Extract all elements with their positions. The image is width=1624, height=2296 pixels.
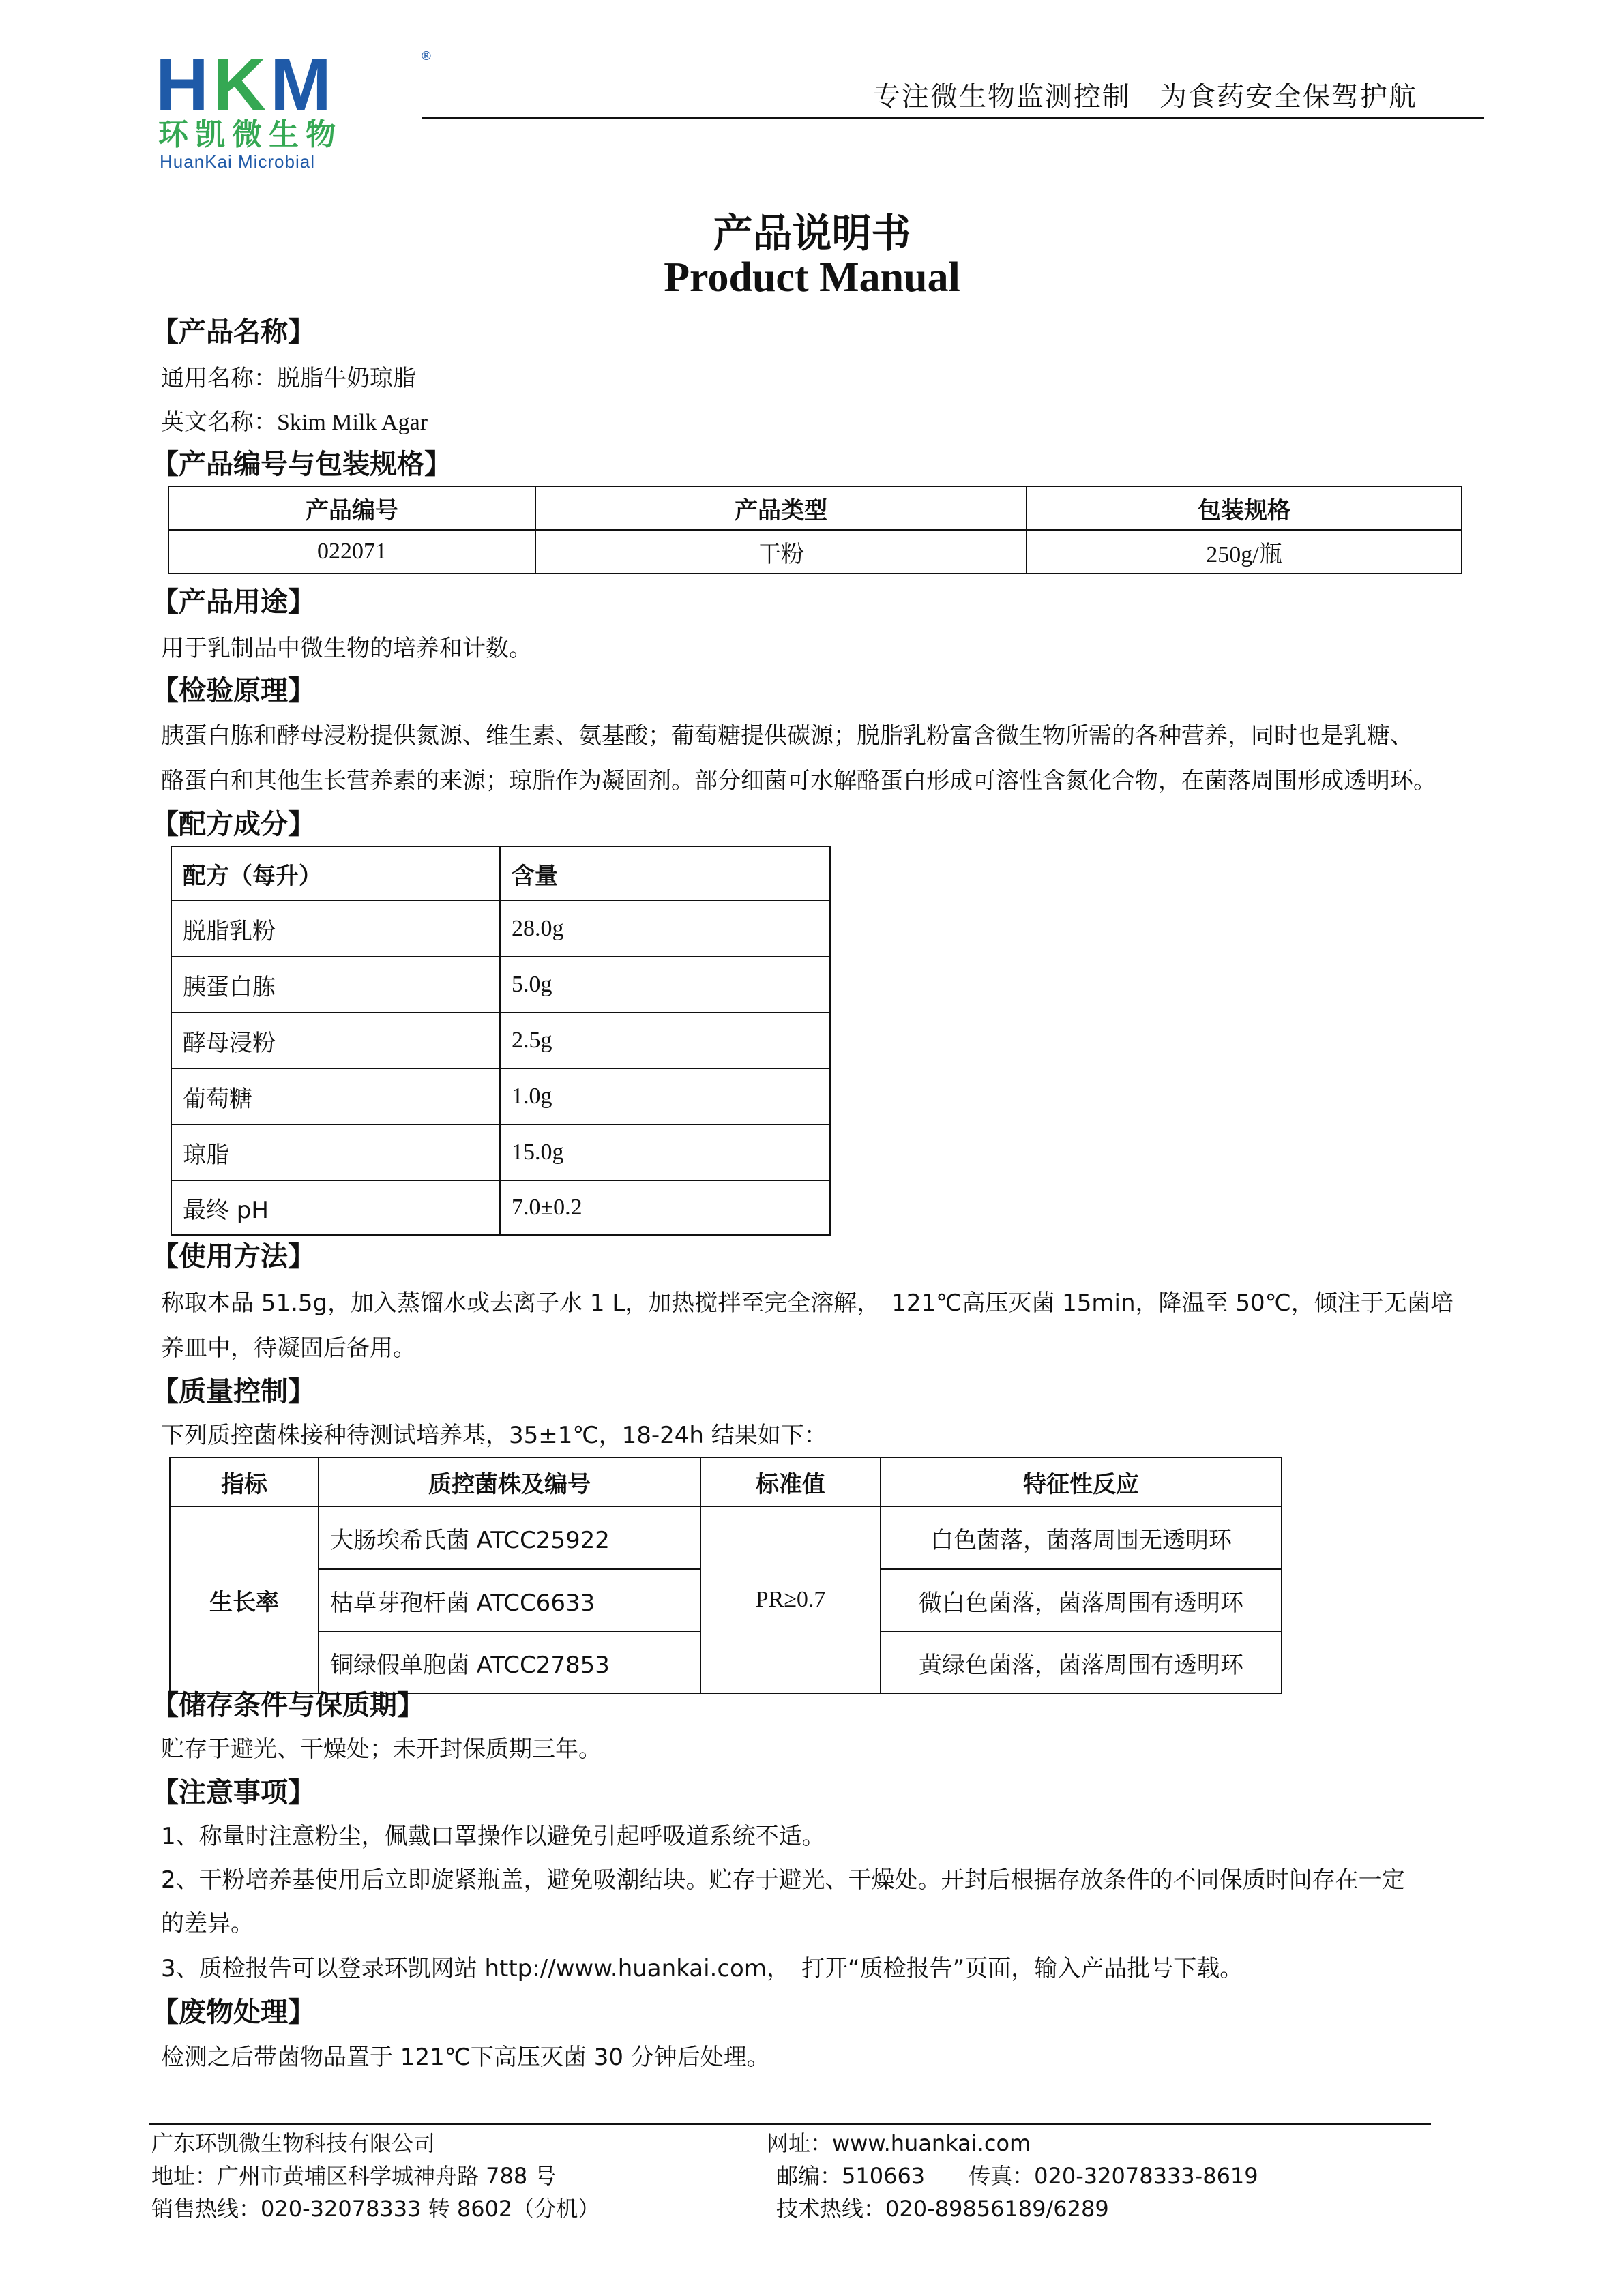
formula-amount: 7.0±0.2 [500, 1180, 830, 1235]
formula-ingredient: 酵母浸粉 [171, 1013, 500, 1069]
storage-text: 贮存于避光、干燥处；未开封保质期三年。 [161, 1735, 602, 1763]
footer-tech-hotline: 技术热线：020-89856189/6289 [776, 2196, 1109, 2222]
formula-amount: 15.0g [500, 1124, 830, 1180]
page-title-cn: 产品说明书 [713, 210, 911, 256]
spec-cell-type: 干粉 [535, 530, 1027, 573]
qc-reaction: 微白色菌落，菌落周围有透明环 [881, 1569, 1282, 1632]
logo-english-name: HuanKai Microbial [160, 151, 315, 172]
formula-row [171, 957, 830, 1013]
section-heading-storage: 【储存条件与保质期】 [151, 1690, 424, 1721]
footer-divider [149, 2123, 1431, 2125]
principle-line-2: 酪蛋白和其他生长营养素的来源；琼脂作为凝固剂。部分细菌可水解酪蛋白形成可溶性含氮化合物，在菌落周围形成透明环。 [161, 767, 1436, 794]
spec-header-package: 包装规格 [1027, 486, 1462, 530]
formula-header-amount: 含量 [500, 846, 830, 901]
common-name-value: 脱脂牛奶琼脂 [277, 365, 416, 392]
spec-header-type: 产品类型 [535, 486, 1027, 530]
section-heading-usage: 【产品用途】 [151, 586, 315, 618]
formula-amount: 5.0g [500, 957, 830, 1013]
qc-header-indicator: 指标 [170, 1457, 319, 1506]
footer-sales-hotline: 销售热线：020-32078333 转 8602（分机） [151, 2196, 600, 2222]
formula-row [171, 1124, 830, 1180]
page-title-en: Product Manual [664, 254, 960, 301]
note-2-line-2: 的差异。 [161, 1910, 254, 1937]
section-heading-method: 【使用方法】 [151, 1241, 315, 1272]
note-1: 1、称量时注意粉尘，佩戴口罩操作以避免引起呼吸道系统不适。 [161, 1823, 825, 1850]
logo-mark: HKM [156, 43, 336, 125]
qc-strain: 大肠埃希氏菌 ATCC25922 [319, 1506, 700, 1569]
waste-text: 检测之后带菌物品置于 121℃下高压灭菌 30 分钟后处理。 [161, 2044, 770, 2071]
formula-ingredient: 最终 pH [171, 1180, 500, 1235]
principle-line-1: 胰蛋白胨和酵母浸粉提供氮源、维生素、氨基酸；葡萄糖提供碳源；脱脂乳粉富含微生物所需的各种营养，同时也是乳糖、 [161, 722, 1413, 749]
qc-standard: PR≥0.7 [700, 1506, 881, 1693]
footer-postcode-fax: 邮编：510663 传真：020-32078333-8619 [776, 2163, 1258, 2189]
qc-reaction: 黄绿色菌落，菌落周围有透明环 [881, 1632, 1282, 1693]
note-2-line-1: 2、干粉培养基使用后立即旋紧瓶盖，避免吸潮结块。贮存于避光、干燥处。开封后根据存放条件的不同保质时间存在一定 [161, 1866, 1405, 1894]
formula-amount: 28.0g [500, 901, 830, 957]
qc-strain: 铜绿假单胞菌 ATCC27853 [319, 1632, 700, 1693]
qc-reaction: 白色菌落，菌落周围无透明环 [881, 1506, 1282, 1569]
qc-table [169, 1457, 1282, 1694]
section-heading-waste: 【废物处理】 [151, 1997, 315, 2028]
english-name-value: Skim Milk Agar [277, 410, 428, 435]
spec-cell-package: 250g/瓶 [1027, 530, 1462, 573]
section-heading-name: 【产品名称】 [151, 316, 315, 348]
common-name-label: 通用名称： [161, 365, 277, 392]
header-divider [422, 117, 1484, 119]
header-slogan: 专注微生物监测控制 为食药安全保驾护航 [873, 81, 1417, 113]
usage-text: 用于乳制品中微生物的培养和计数。 [161, 635, 532, 662]
qc-header-reaction: 特征性反应 [881, 1457, 1282, 1506]
company-logo [156, 43, 432, 172]
qc-intro: 下列质控菌株接种待测试培养基，35±1℃，18-24h 结果如下： [161, 1422, 827, 1449]
footer-address: 地址：广州市黄埔区科学城神舟路 788 号 [151, 2163, 557, 2189]
formula-header-ingredient: 配方（每升） [171, 846, 500, 901]
spec-cell-code: 022071 [168, 530, 535, 573]
section-heading-formula: 【配方成分】 [151, 809, 315, 840]
qc-header-strain: 质控菌株及编号 [319, 1457, 700, 1506]
formula-table [171, 846, 831, 1236]
formula-ingredient: 脱脂乳粉 [171, 901, 500, 957]
formula-ingredient: 葡萄糖 [171, 1069, 500, 1124]
qc-indicator: 生长率 [170, 1506, 319, 1693]
note-3: 3、质检报告可以登录环凯网站 http://www.huankai.com， 打开“质检报告”页面，输入产品批号下载。 [161, 1955, 1243, 1982]
english-name-line [161, 405, 428, 440]
qc-header-standard: 标准值 [700, 1457, 881, 1506]
footer-company: 广东环凯微生物科技有限公司 [151, 2130, 436, 2156]
section-heading-principle: 【检验原理】 [151, 675, 315, 706]
english-name-label: 英文名称： [161, 408, 277, 436]
qc-strain: 枯草芽孢杆菌 ATCC6633 [319, 1569, 700, 1632]
common-name-line [161, 361, 416, 396]
formula-amount: 2.5g [500, 1013, 830, 1069]
logo-chinese-name: 环凯微生物 [158, 117, 342, 152]
spec-header-code: 产品编号 [168, 486, 535, 530]
formula-ingredient: 胰蛋白胨 [171, 957, 500, 1013]
method-line-1: 称取本品 51.5g，加入蒸馏水或去离子水 1 L，加热搅拌至完全溶解， 121℃高压灭菌 15min，降温至 50℃，倾注于无菌培 [161, 1289, 1453, 1317]
section-heading-notes: 【注意事项】 [151, 1777, 315, 1808]
registered-mark: ® [420, 49, 432, 63]
footer-website: 网址：www.huankai.com [767, 2130, 1031, 2156]
method-line-2: 养皿中，待凝固后备用。 [161, 1335, 416, 1362]
section-heading-qc: 【质量控制】 [151, 1376, 315, 1407]
formula-amount: 1.0g [500, 1069, 830, 1124]
formula-ingredient: 琼脂 [171, 1124, 500, 1180]
spec-table [168, 486, 1462, 574]
formula-row [171, 1069, 830, 1124]
qc-row [170, 1506, 1282, 1569]
section-heading-spec: 【产品编号与包装规格】 [151, 449, 452, 480]
formula-row [171, 1180, 830, 1235]
formula-row [171, 1013, 830, 1069]
formula-row [171, 901, 830, 957]
